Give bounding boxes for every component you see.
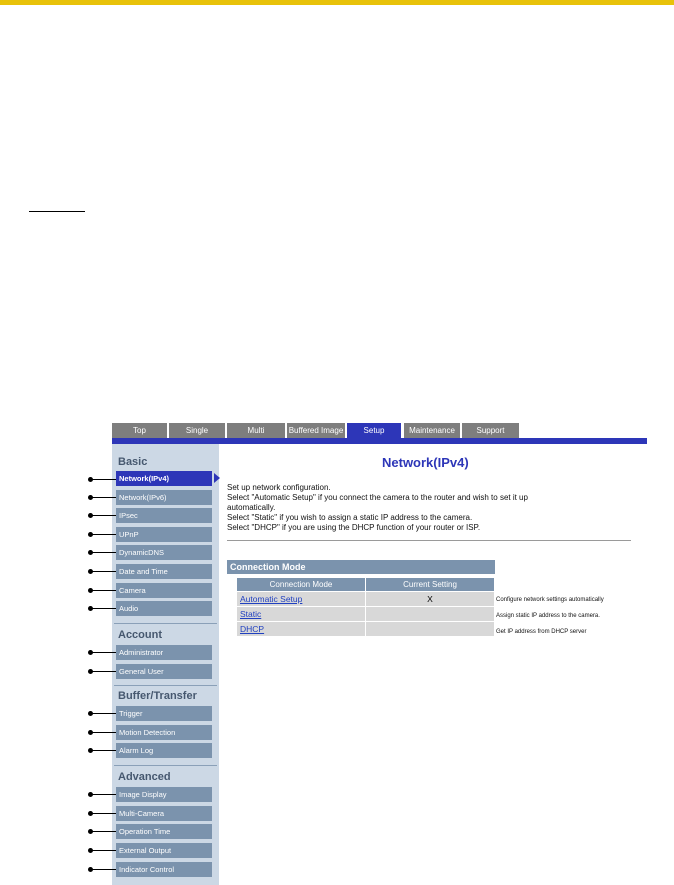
callout-line xyxy=(91,590,116,591)
sidebar-item-image-display[interactable]: Image Display xyxy=(116,787,212,802)
callout-line xyxy=(91,497,116,498)
sidebar-item-camera[interactable]: Camera xyxy=(116,583,212,598)
tab-support[interactable]: Support xyxy=(462,423,520,438)
tab-top[interactable]: Top xyxy=(112,423,168,438)
sidebar-item-network-ipv4[interactable]: Network(IPv4) xyxy=(116,471,212,486)
callout-line xyxy=(91,750,116,751)
table-row xyxy=(237,607,495,621)
callout-line xyxy=(91,831,116,832)
automatic-setup-link[interactable]: Automatic Setup xyxy=(237,592,366,606)
row-note: Get IP address from DHCP server xyxy=(496,629,587,635)
active-item-arrow-icon xyxy=(214,473,220,483)
callout-line xyxy=(91,732,116,733)
column-header-current-setting: Current Setting xyxy=(366,578,495,591)
sidebar-divider xyxy=(114,623,217,624)
page-description xyxy=(227,483,637,533)
sidebar-item-dynamicdns[interactable]: DynamicDNS xyxy=(116,545,212,560)
sidebar-item-external-output[interactable]: External Output xyxy=(116,843,212,858)
sidebar-item-indicator-control[interactable]: Indicator Control xyxy=(116,862,212,877)
connection-mode-table xyxy=(237,577,495,637)
sidebar-item-operation-time[interactable]: Operation Time xyxy=(116,824,212,839)
dhcp-link[interactable]: DHCP xyxy=(237,622,366,636)
current-setting-cell xyxy=(366,607,495,621)
page-top-rule xyxy=(0,0,674,5)
sidebar-section-basic: Basic xyxy=(118,456,148,468)
callout-line xyxy=(91,813,116,814)
description-line: automatically. xyxy=(227,503,276,512)
callout-line xyxy=(91,608,116,609)
table-row xyxy=(237,622,495,636)
sidebar-divider xyxy=(114,765,217,766)
callout-line xyxy=(91,671,116,672)
sidebar-item-upnp[interactable]: UPnP xyxy=(116,527,212,542)
sidebar-section-buffer-transfer: Buffer/Transfer xyxy=(118,690,197,702)
sidebar-item-multi-camera[interactable]: Multi-Camera xyxy=(116,806,212,821)
sidebar-item-ipsec[interactable]: IPsec xyxy=(116,508,212,523)
tab-setup[interactable]: Setup xyxy=(347,423,402,440)
sidebar-item-administrator[interactable]: Administrator xyxy=(116,645,212,660)
callout-line xyxy=(91,552,116,553)
tab-single[interactable]: Single xyxy=(169,423,226,438)
sidebar-divider xyxy=(114,685,217,686)
section-divider xyxy=(227,540,631,541)
tab-buffered-image[interactable]: Buffered Image xyxy=(287,423,346,438)
description-line: Select "Static" if you wish to assign a static IP address to the camera. xyxy=(227,513,473,522)
sidebar-item-alarm-log[interactable]: Alarm Log xyxy=(116,743,212,758)
sidebar-item-network-ipv6[interactable]: Network(IPv6) xyxy=(116,490,212,505)
column-header-connection-mode: Connection Mode xyxy=(237,578,366,591)
static-link[interactable]: Static xyxy=(237,607,366,621)
description-line: Select "DHCP" if you are using the DHCP function of your router or ISP. xyxy=(227,523,481,532)
sidebar-section-advanced: Advanced xyxy=(118,771,171,783)
table-header-row xyxy=(237,578,495,591)
sidebar xyxy=(112,444,219,885)
description-line: Set up network configuration. xyxy=(227,483,331,492)
document-underline xyxy=(29,211,85,212)
row-note: Configure network settings automatically xyxy=(496,597,604,603)
page-title: Network(IPv4) xyxy=(382,455,469,470)
current-setting-cell xyxy=(366,622,495,636)
callout-line xyxy=(91,869,116,870)
callout-line xyxy=(91,794,116,795)
sidebar-section-account: Account xyxy=(118,629,162,641)
callout-line xyxy=(91,571,116,572)
current-setting-cell: X xyxy=(366,592,495,606)
sidebar-item-trigger[interactable]: Trigger xyxy=(116,706,212,721)
callout-line xyxy=(91,850,116,851)
sidebar-item-audio[interactable]: Audio xyxy=(116,601,212,616)
callout-line xyxy=(91,713,116,714)
sidebar-item-date-and-time[interactable]: Date and Time xyxy=(116,564,212,579)
connection-mode-section-title: Connection Mode xyxy=(227,560,495,574)
callout-line xyxy=(91,652,116,653)
description-line: Select "Automatic Setup" if you connect the camera to the router and wish to set it up xyxy=(227,493,528,502)
sidebar-item-motion-detection[interactable]: Motion Detection xyxy=(116,725,212,740)
table-row xyxy=(237,592,495,606)
callout-line xyxy=(91,515,116,516)
tab-maintenance[interactable]: Maintenance xyxy=(404,423,461,438)
callout-line xyxy=(91,534,116,535)
sidebar-item-general-user[interactable]: General User xyxy=(116,664,212,679)
callout-line xyxy=(91,479,116,480)
row-note: Assign static IP address to the camera. xyxy=(496,613,600,619)
tab-multi[interactable]: Multi xyxy=(227,423,286,438)
